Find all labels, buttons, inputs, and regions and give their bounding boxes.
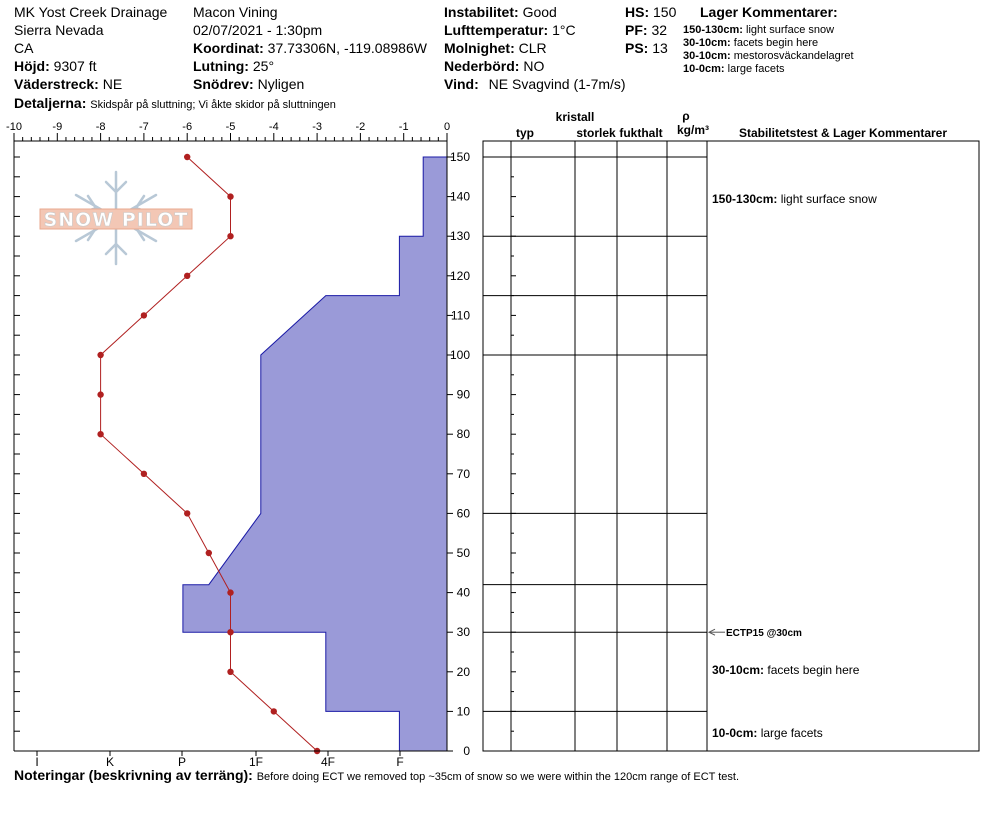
depth-tick-label: 50 xyxy=(456,546,470,560)
precip-label: Nederbörd: xyxy=(444,58,520,74)
layer-comment-range: 30-10cm: xyxy=(683,50,731,62)
stability-comment-range: 30-10cm: xyxy=(712,662,768,677)
stability-comment-text: light surface snow xyxy=(780,191,877,206)
temperature-point xyxy=(141,471,147,477)
stability-comment-range: 10-0cm: xyxy=(712,726,761,741)
temperature-point xyxy=(227,193,233,199)
layer-comment-text: facets begin here xyxy=(733,37,819,49)
depth-tick-label: 120 xyxy=(449,268,470,283)
depth-tick-label: 110 xyxy=(450,308,470,323)
coordinate-value: 37.73306N, -119.08986W xyxy=(267,40,427,56)
layer-comment-text: mestorosväckandelagret xyxy=(733,50,854,62)
hardness-tick-label: P xyxy=(177,755,187,769)
hardness-profile-area xyxy=(183,157,447,751)
temperature-point xyxy=(206,550,212,556)
temperature-point xyxy=(227,589,233,595)
hardness-tick-label: K xyxy=(105,755,115,769)
stability-comment-range: 150-130cm: xyxy=(712,191,781,206)
stability-label: Instabilitet: xyxy=(444,4,519,20)
depth-tick-label: 60 xyxy=(456,506,470,521)
depth-tick-label: 90 xyxy=(456,387,470,402)
ps-label: PS: xyxy=(625,40,649,56)
precip-value: NO xyxy=(523,58,545,74)
wind-label: Vind: xyxy=(444,76,479,92)
temp-tick-label: 0 xyxy=(443,121,451,133)
type-header: typ xyxy=(516,126,534,140)
sky-label: Molnighet: xyxy=(444,40,515,56)
sky-value: CLR xyxy=(518,40,547,56)
mountain-range: Sierra Nevada xyxy=(14,22,104,38)
depth-tick-label: 10 xyxy=(456,704,470,719)
state: CA xyxy=(14,40,34,56)
test-result-label: ECTP15 @30cm xyxy=(726,628,802,640)
temp-tick-label: -9 xyxy=(52,121,63,133)
temp-tick-label: -7 xyxy=(139,121,149,133)
temperature-point xyxy=(227,233,233,239)
ps-value: 13 xyxy=(652,40,668,56)
hs-label: HS: xyxy=(625,4,650,20)
snowpilot-logo xyxy=(40,172,192,264)
size-header: storlek xyxy=(576,126,616,140)
depth-tick-label: 40 xyxy=(456,585,470,600)
stability-comment-text: facets begin here xyxy=(767,662,860,677)
pf-label: PF: xyxy=(625,22,648,38)
location-name: MK Yost Creek Drainage xyxy=(14,4,168,20)
temperature-point xyxy=(184,510,190,516)
temperature-point xyxy=(97,391,103,397)
pf-value: 32 xyxy=(651,22,668,38)
depth-tick-label: 130 xyxy=(449,229,470,244)
depth-tick-label: 140 xyxy=(449,189,470,204)
temperature-point xyxy=(97,352,103,358)
notes-row xyxy=(14,767,739,785)
depth-tick-label: 20 xyxy=(456,664,470,679)
airtemp-value: 1°C xyxy=(552,22,576,38)
notes-label: Noteringar (beskrivning av terräng): xyxy=(14,767,253,783)
temperature-point xyxy=(141,312,147,318)
observation-datetime: 02/07/2021 - 1:30pm xyxy=(193,22,323,38)
layer-comment-range: 150-130cm: xyxy=(683,24,743,36)
temp-tick-label: -2 xyxy=(355,121,366,133)
depth-tick-label: 70 xyxy=(456,466,470,481)
hardness-tick-label: F xyxy=(396,755,404,769)
depth-tick-label: 100 xyxy=(449,348,470,362)
layer-comments-title-text: Lager Kommentarer: xyxy=(700,4,838,20)
temperature-point xyxy=(227,629,233,635)
depth-tick-label: 80 xyxy=(456,427,470,442)
layer-comment-text: large facets xyxy=(727,63,785,75)
temp-tick-label: -6 xyxy=(182,121,193,133)
temperature-point xyxy=(184,273,190,279)
coordinate-label: Koordinat: xyxy=(193,40,264,56)
stability-comment xyxy=(712,727,823,740)
depth-tick-label: 150 xyxy=(449,150,470,164)
airtemp-label: Lufttemperatur: xyxy=(444,22,549,38)
elevation-value: 9307 ft xyxy=(53,58,97,74)
temperature-point xyxy=(184,154,190,160)
drift-value: Nyligen xyxy=(257,76,305,92)
stability-comment xyxy=(712,193,877,206)
wind-value: NE Svagvind (1-7m/s) xyxy=(488,76,626,92)
elevation-label: Höjd: xyxy=(14,58,50,74)
stability-value: Good xyxy=(522,4,557,20)
temperature-point xyxy=(271,708,277,714)
temp-tick-label: -4 xyxy=(268,121,279,133)
aspect-label: Väderstreck: xyxy=(14,76,99,92)
density-header: kg/m³ xyxy=(676,123,710,137)
stability-comment xyxy=(712,664,859,677)
aspect-value: NE xyxy=(102,76,123,92)
moisture-header: fukthalt xyxy=(619,126,663,140)
hardness-tick-label: 1F xyxy=(248,755,264,769)
hardness-tick-label: I xyxy=(35,755,39,769)
stability-comments-header: Stabilitetstest & Lager Kommentarer xyxy=(738,126,948,140)
temperature-point xyxy=(97,431,103,437)
layer-comment-range: 30-10cm: xyxy=(683,37,731,49)
drift-label: Snödrev: xyxy=(193,76,254,92)
slope-label: Lutning: xyxy=(193,58,249,74)
details-value: Skidspår på sluttning; Vi åkte skidor på sluttningen xyxy=(90,99,336,111)
crystal-header: kristall xyxy=(555,110,595,124)
depth-tick-label: 30 xyxy=(456,625,470,640)
hs-value: 150 xyxy=(653,4,677,20)
temperature-point xyxy=(227,669,233,675)
temp-tick-label: -10 xyxy=(6,121,22,133)
details-label: Detaljerna: xyxy=(14,95,87,111)
temp-tick-label: -3 xyxy=(312,121,322,133)
layer-comment-range: 10-0cm: xyxy=(683,63,725,75)
layer-comment-text: light surface snow xyxy=(746,24,835,36)
notes-text: Before doing ECT we removed top ~35cm of snow so we were within the 120cm range of ECT test. xyxy=(256,771,740,783)
observer-name: Macon Vining xyxy=(193,4,278,20)
hardness-tick-label: 4F xyxy=(320,755,336,769)
stability-comment-text: large facets xyxy=(760,726,823,741)
layer-table-frame xyxy=(483,141,979,751)
temp-tick-label: -8 xyxy=(95,121,106,133)
depth-tick-label: 0 xyxy=(463,744,470,758)
logo-text: SNOW PILOT xyxy=(43,209,189,231)
rho-header: ρ xyxy=(682,109,690,123)
temp-tick-label: -5 xyxy=(225,121,236,133)
temp-tick-label: -1 xyxy=(398,121,409,133)
slope-value: 25° xyxy=(252,58,275,74)
